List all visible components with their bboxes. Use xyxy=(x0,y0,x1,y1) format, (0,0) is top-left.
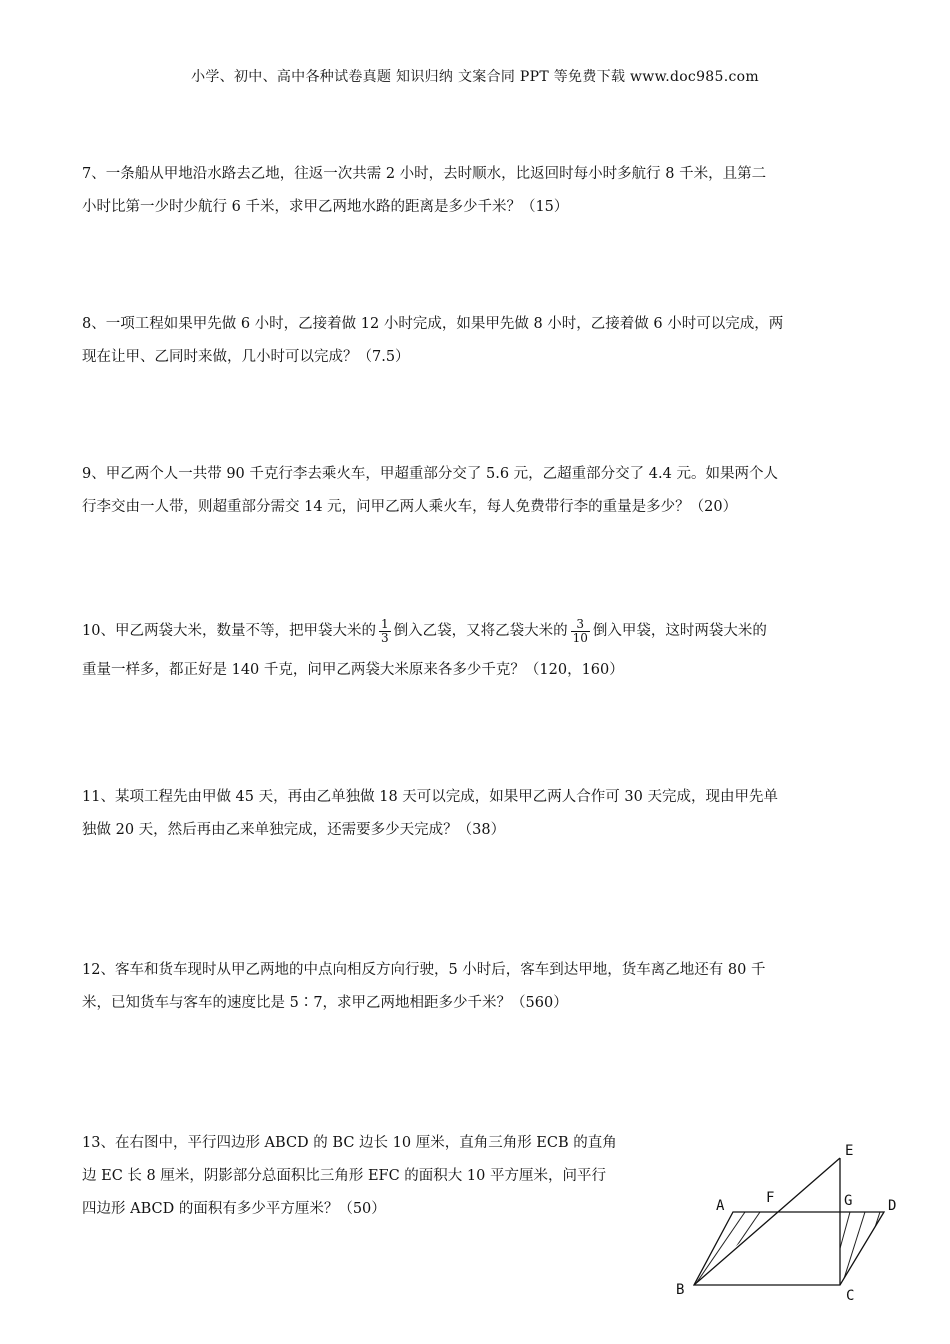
question-10-text-c: 倒入甲袋，这时两袋大米的 xyxy=(592,623,767,639)
question-11-line-2: 独做 20 天，然后再由乙来单独完成，还需要多少天完成？（38） xyxy=(82,822,506,838)
fraction-1-denominator: 3 xyxy=(380,630,389,645)
parallelogram-figure xyxy=(670,1130,910,1310)
question-12 xyxy=(82,954,872,1020)
question-7 xyxy=(82,158,872,224)
question-12-line-2: 米，已知货车与客车的速度比是 5∶7，求甲乙两地相距多少千米？（560） xyxy=(82,995,568,1011)
question-10 xyxy=(82,615,872,687)
question-9 xyxy=(82,458,872,524)
label-d: D xyxy=(888,1198,897,1214)
fraction-2-numerator: 3 xyxy=(571,618,590,632)
question-8-line-2: 现在让甲、乙同时来做，几小时可以完成？（7.5） xyxy=(82,349,410,365)
label-c: C xyxy=(846,1288,855,1304)
label-g: G xyxy=(844,1193,853,1209)
question-10-text-a: 10、甲乙两袋大米，数量不等，把甲袋大米的 xyxy=(82,623,376,639)
question-8 xyxy=(82,308,872,374)
fraction-2-denominator: 10 xyxy=(572,630,588,645)
label-e: E xyxy=(845,1143,854,1159)
question-12-line-1: 12、客车和货车现时从甲乙两地的中点向相反方向行驶，5 小时后，客车到达甲地，货车离乙地还有 80 千 xyxy=(82,962,766,978)
shaded-region-right xyxy=(830,1212,880,1285)
label-a: A xyxy=(716,1198,725,1214)
fraction-1-numerator: 1 xyxy=(380,616,389,631)
fraction-three-tenths xyxy=(571,618,590,645)
question-9-line-1: 9、甲乙两个人一共带 90 千克行李去乘火车，甲超重部分交了 5.6 元，乙超重部分交了 4.4 元。如果两个人 xyxy=(82,466,778,482)
question-10-line-2: 重量一样多，都正好是 140 千克，问甲乙两袋大米原来各多少千克？（120，160） xyxy=(82,662,624,678)
question-8-line-1: 8、一项工程如果甲先做 6 小时，乙接着做 12 小时完成，如果甲先做 8 小时，乙接着做 6 小时可以完成，两 xyxy=(82,316,784,332)
question-11 xyxy=(82,781,872,847)
question-13 xyxy=(82,1127,662,1226)
question-13-line-3: 四边形 ABCD 的面积有多少平方厘米？（50） xyxy=(82,1201,386,1217)
question-13-line-2: 边 EC 长 8 厘米，阴影部分总面积比三角形 EFC 的面积大 10 平方厘米，问平行 xyxy=(82,1168,606,1184)
question-9-line-2: 行李交由一人带，则超重部分需交 14 元，问甲乙两人乘火车，每人免费带行李的重量是多少？（20） xyxy=(82,499,738,515)
question-11-line-1: 11、某项工程先由甲做 45 天，再由乙单独做 18 天可以完成，如果甲乙两人合作可 30 天完成，现由甲先单 xyxy=(82,789,778,805)
fraction-one-third xyxy=(379,618,391,645)
question-10-line-1 xyxy=(82,615,872,648)
question-7-line-1: 7、一条船从甲地沿水路去乙地，往返一次共需 2 小时，去时顺水，比返回时每小时多航行 8 千米，且第二 xyxy=(82,166,767,182)
question-7-line-2: 小时比第一少时少航行 6 千米，求甲乙两地水路的距离是多少千米？（15） xyxy=(82,199,569,215)
question-10-text-b: 倒入乙袋，又将乙袋大米的 xyxy=(393,623,568,639)
page-header: 小学、初中、高中各种试卷真题 知识归纳 文案合同 PPT 等免费下载 www.doc985.com xyxy=(191,69,759,85)
label-b: B xyxy=(676,1282,685,1298)
parallelogram-abcd xyxy=(694,1212,884,1285)
question-13-line-1: 13、在右图中，平行四边形 ABCD 的 BC 边长 10 厘米，直角三角形 ECB 的直角 xyxy=(82,1135,617,1151)
label-f: F xyxy=(766,1190,775,1206)
line-be xyxy=(694,1158,840,1285)
